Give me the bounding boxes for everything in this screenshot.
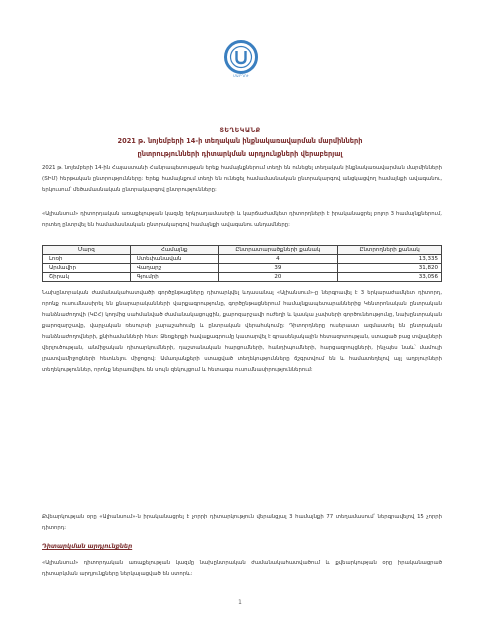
header-voters: Ընտրողների քանակ	[338, 246, 442, 255]
cell-community: Գյումրի	[130, 273, 218, 282]
cell-precincts: 20	[218, 273, 338, 282]
organization-logo-icon	[224, 40, 258, 74]
communities-table	[42, 245, 442, 282]
cell-voters: 31,820	[338, 264, 442, 273]
document-label: ՏԵՂԵԿԱՆՔ	[219, 126, 261, 134]
election-day-paragraph: Քվեարկության օրը «Ալիանսում»-ն իրականացրել է չորրի դիտարկություն վերանցյալ 3 համայնքի 77 տեղամասում՝ ներգրավելով 15 չորրի դիտորդ:	[42, 514, 442, 531]
methodology-paragraph: Նախընտրական ժամանակահատվածի գործընթացները դիտարկվել ևդասանալ «Ալիանսում»-ը ներգրավել է 3 երկարաժամկետ դիտորդ, որոնք ուսումնասիրել են քնարարականների վարքագրությունը, գործընթացներում համայնքապետարաններից Կենտրոնական ընտրական հանձնաժողովի (ԿԸՀ) կողմից սահմանված ժամանակացույցին, քարոզարշավի ուժեղի և կասկա չափսերի գործունեությունը, նախընտրական քարոզարշավը, վարչական ռեսուրսի չարաշահումը և ընտրական վերահսկումը: Դիտորդները ուսերաստ ազմաստել են ընտրական հանձնաժողովների, քնիհամանների հետ: Ձեռքերքի հավաքագրումը կատարվել է գրասենյակային հետազոտության, ստացած բաց տվյալների վերլուծության, անմիջական դիտարկումների, դաշտանական հարցումների, հանդիպումների, հարցազրույցների, ինչպես նաև՝ մամուլի լրատվամիջոցների հետևելու միջոցով: Ամառյանքերի ստացված տեղեկությունները ճշգրտվում են և համատեղելով այլ աղբյուրների տեղեկություններ, որոնք ներառվելու են սույն զեկույցում և հետագա ուսումնասիրություններում:	[42, 290, 443, 373]
cell-voters: 33,056	[338, 273, 442, 282]
cell-voters: 13,335	[338, 255, 442, 264]
page-number: 1	[238, 600, 242, 606]
table-row	[43, 255, 442, 264]
table-row	[43, 264, 442, 273]
cell-region: Շիրակ	[43, 273, 131, 282]
results-intro-paragraph: «Ալիանսում» դիտորդական առաքելության կազմը նախընտրական ժամանակահատվածում և քվեարկության օրը իրականացրած դիտարկման արդյունքները ներկայացված են ստորև:	[42, 560, 442, 577]
logo-caption: ՄԱՐԴՈՒ	[233, 74, 249, 78]
intro-paragraph: 2021 թ. նոյեմբերի 14-ին Հայաստանի Հանրապետության երեք համայնքներում տեղի են ունեցել տեղական ինքնակառավարման մարմինների (ՏԻՄ) հերթական ընտրությունները: Երեք համայնքում տեղի են ունեցել համամասնական ընտրակարգով անցկացվող համայնքի ավագանու, երկուսում՝ մեծամասնական ընտրակարգով ընտրությունները:	[42, 165, 442, 193]
document-title-line1: 2021 թ. նոյեմբերի 14-ի տեղական ինքնակառավարման մարմինների	[117, 137, 363, 145]
cell-community: Ստեփանավան	[130, 255, 218, 264]
cell-region: Լոռի	[43, 255, 131, 264]
mission-paragraph: «Ալիանսում» դիտորդական առաքելության կազմը երկրադամասերի և կարճաժամկետ դիտորդների է իրականացրել բոլոր 3 համայնքներում, որտեղ ընտրվել են համամասնական ընտրակարգով համայնքի ավագանու անդամները:	[42, 211, 442, 228]
header-region: Մարզ	[43, 246, 131, 255]
cell-community: Վաղարշ	[130, 264, 218, 273]
header-precincts: Ընտրատարածքների քանակ	[218, 246, 338, 255]
table-row	[43, 273, 442, 282]
cell-precincts: 39	[218, 264, 338, 273]
table-header-row	[43, 246, 442, 255]
cell-precincts: 4	[218, 255, 338, 264]
document-title-line2: ընտրությունների դիտարկման արդյունքների վերաբերյալ	[137, 150, 343, 158]
cell-region: Արմավիր	[43, 264, 131, 273]
header-community: Համայնք	[130, 246, 218, 255]
section-heading: Դիտարկման արդյունքներ	[42, 544, 133, 550]
